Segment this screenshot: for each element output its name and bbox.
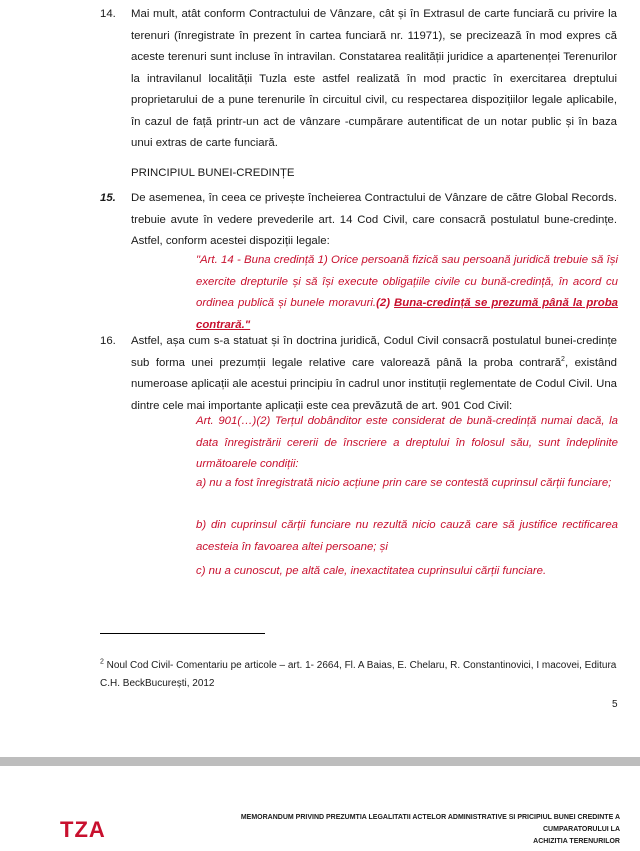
paragraph-text-part: , existând numeroase aplicații ale acestui principiu în cadrul unor instituții reglementate de Codul Civil. Una dintre cele mai importante aplicații este cea prevăzută de art. 901 Cod Civil: bbox=[131, 356, 617, 412]
paragraph-text-part: Astfel, așa cum s-a statuat și în doctrina juridică, Codul Civil consacră postulatul bunei-credințe sub forma unei prezumții legale relative care valorează până la proba contrară bbox=[131, 335, 617, 369]
condition-item-a: a) nu a fost înregistrată nicio acțiune prin care se contestă cuprinsul cărții funciare; bbox=[196, 477, 612, 489]
footer-title-line: ACHIZITIA TERENURILOR bbox=[533, 838, 620, 845]
condition-item-b: b) din cuprinsul cărții funciare nu rezultă nicio cauză care să justifice rectificarea acesteia în favoarea altei persoane; și bbox=[196, 519, 618, 553]
section-heading: PRINCIPIUL BUNEI-CREDINȚE bbox=[131, 167, 295, 179]
tza-logo: TZA bbox=[60, 817, 106, 842]
quote-emphasis: Buna-credință se prezumă până la proba contrară." bbox=[196, 297, 618, 331]
footnote bbox=[100, 657, 620, 693]
footer-title-line: MEMORANDUM PRIVIND PREZUMTIA LEGALITATII ACTELOR ADMINISTRATIVE SI PRICIPIUL BUNEI CREDINTE A CUMPARATORULUI LA bbox=[240, 814, 620, 833]
paragraph-number: 16. bbox=[100, 335, 116, 347]
paragraph-text: Mai mult, atât conform Contractului de Vânzare, cât și în Extrasul de carte funciară cu privire la terenuri (înregistrate în prezent în cartea funciară nr. 11971), se precizează în mod expres că aceste terenuri sunt incluse în intravilan. Constatarea realității juridice a apartenenței Terenurilor la intravilanul localității Tuzla este astfel realizată în mod practic în exercitarea dreptului proprietarului de a pune terenurile în circuitul civil, cu respectarea dispozițiilor legale aplicabile, în cazul de față printr-un act de vânzare -cumpărare autentificat de un notar public și în baza unui extras de carte funciară. bbox=[131, 8, 617, 149]
paragraph-number: 14. bbox=[100, 8, 116, 20]
footnote-separator bbox=[100, 633, 265, 634]
condition-item-c: c) nu a cunoscut, pe altă cale, inexactitatea cuprinsului cărții funciare. bbox=[196, 565, 547, 577]
paragraph-text bbox=[131, 331, 617, 417]
quote-text: "Art. 14 - Buna credință 1) Orice persoană fizică sau persoană juridică trebuie să își exercite drepturile și să își execute obligațiile civile cu bună-credință, în acord cu ordinea publică și bunele moravuri. bbox=[196, 254, 618, 309]
footnote-number: 2 bbox=[100, 658, 104, 666]
paragraph-number: 15. bbox=[100, 192, 116, 204]
page-number: 5 bbox=[612, 699, 618, 710]
footer-title bbox=[200, 812, 620, 848]
paragraph-text: De asemenea, în ceea ce privește încheierea Contractului de Vânzare de către Global Records. trebuie avute în vedere prevederile art. 14 Cod Civil, care consacră postulatul bune-credințe. Astfel, conform acestei dispoziții legale: bbox=[131, 192, 617, 247]
footnote-reference: 2 bbox=[561, 355, 565, 363]
footnote-text: Noul Cod Civil- Comentariu pe articole – art. 1- 2664, Fl. A Baias, E. Chelaru, R. Constantinovici, I macovei, Editura C.H. BeckBucurești, 2012 bbox=[100, 660, 617, 689]
legal-quote-art-901: Art. 901(…)(2) Terțul dobânditor este considerat de bună-credință numai dacă, la data înregistrării cererii de înscriere a dreptului în folosul său, sunt îndeplinite următoarele condiții: bbox=[196, 415, 618, 470]
legal-quote-art-14 bbox=[196, 250, 618, 336]
footer-band bbox=[0, 757, 640, 766]
quote-paragraph-marker: (2) bbox=[376, 297, 395, 309]
